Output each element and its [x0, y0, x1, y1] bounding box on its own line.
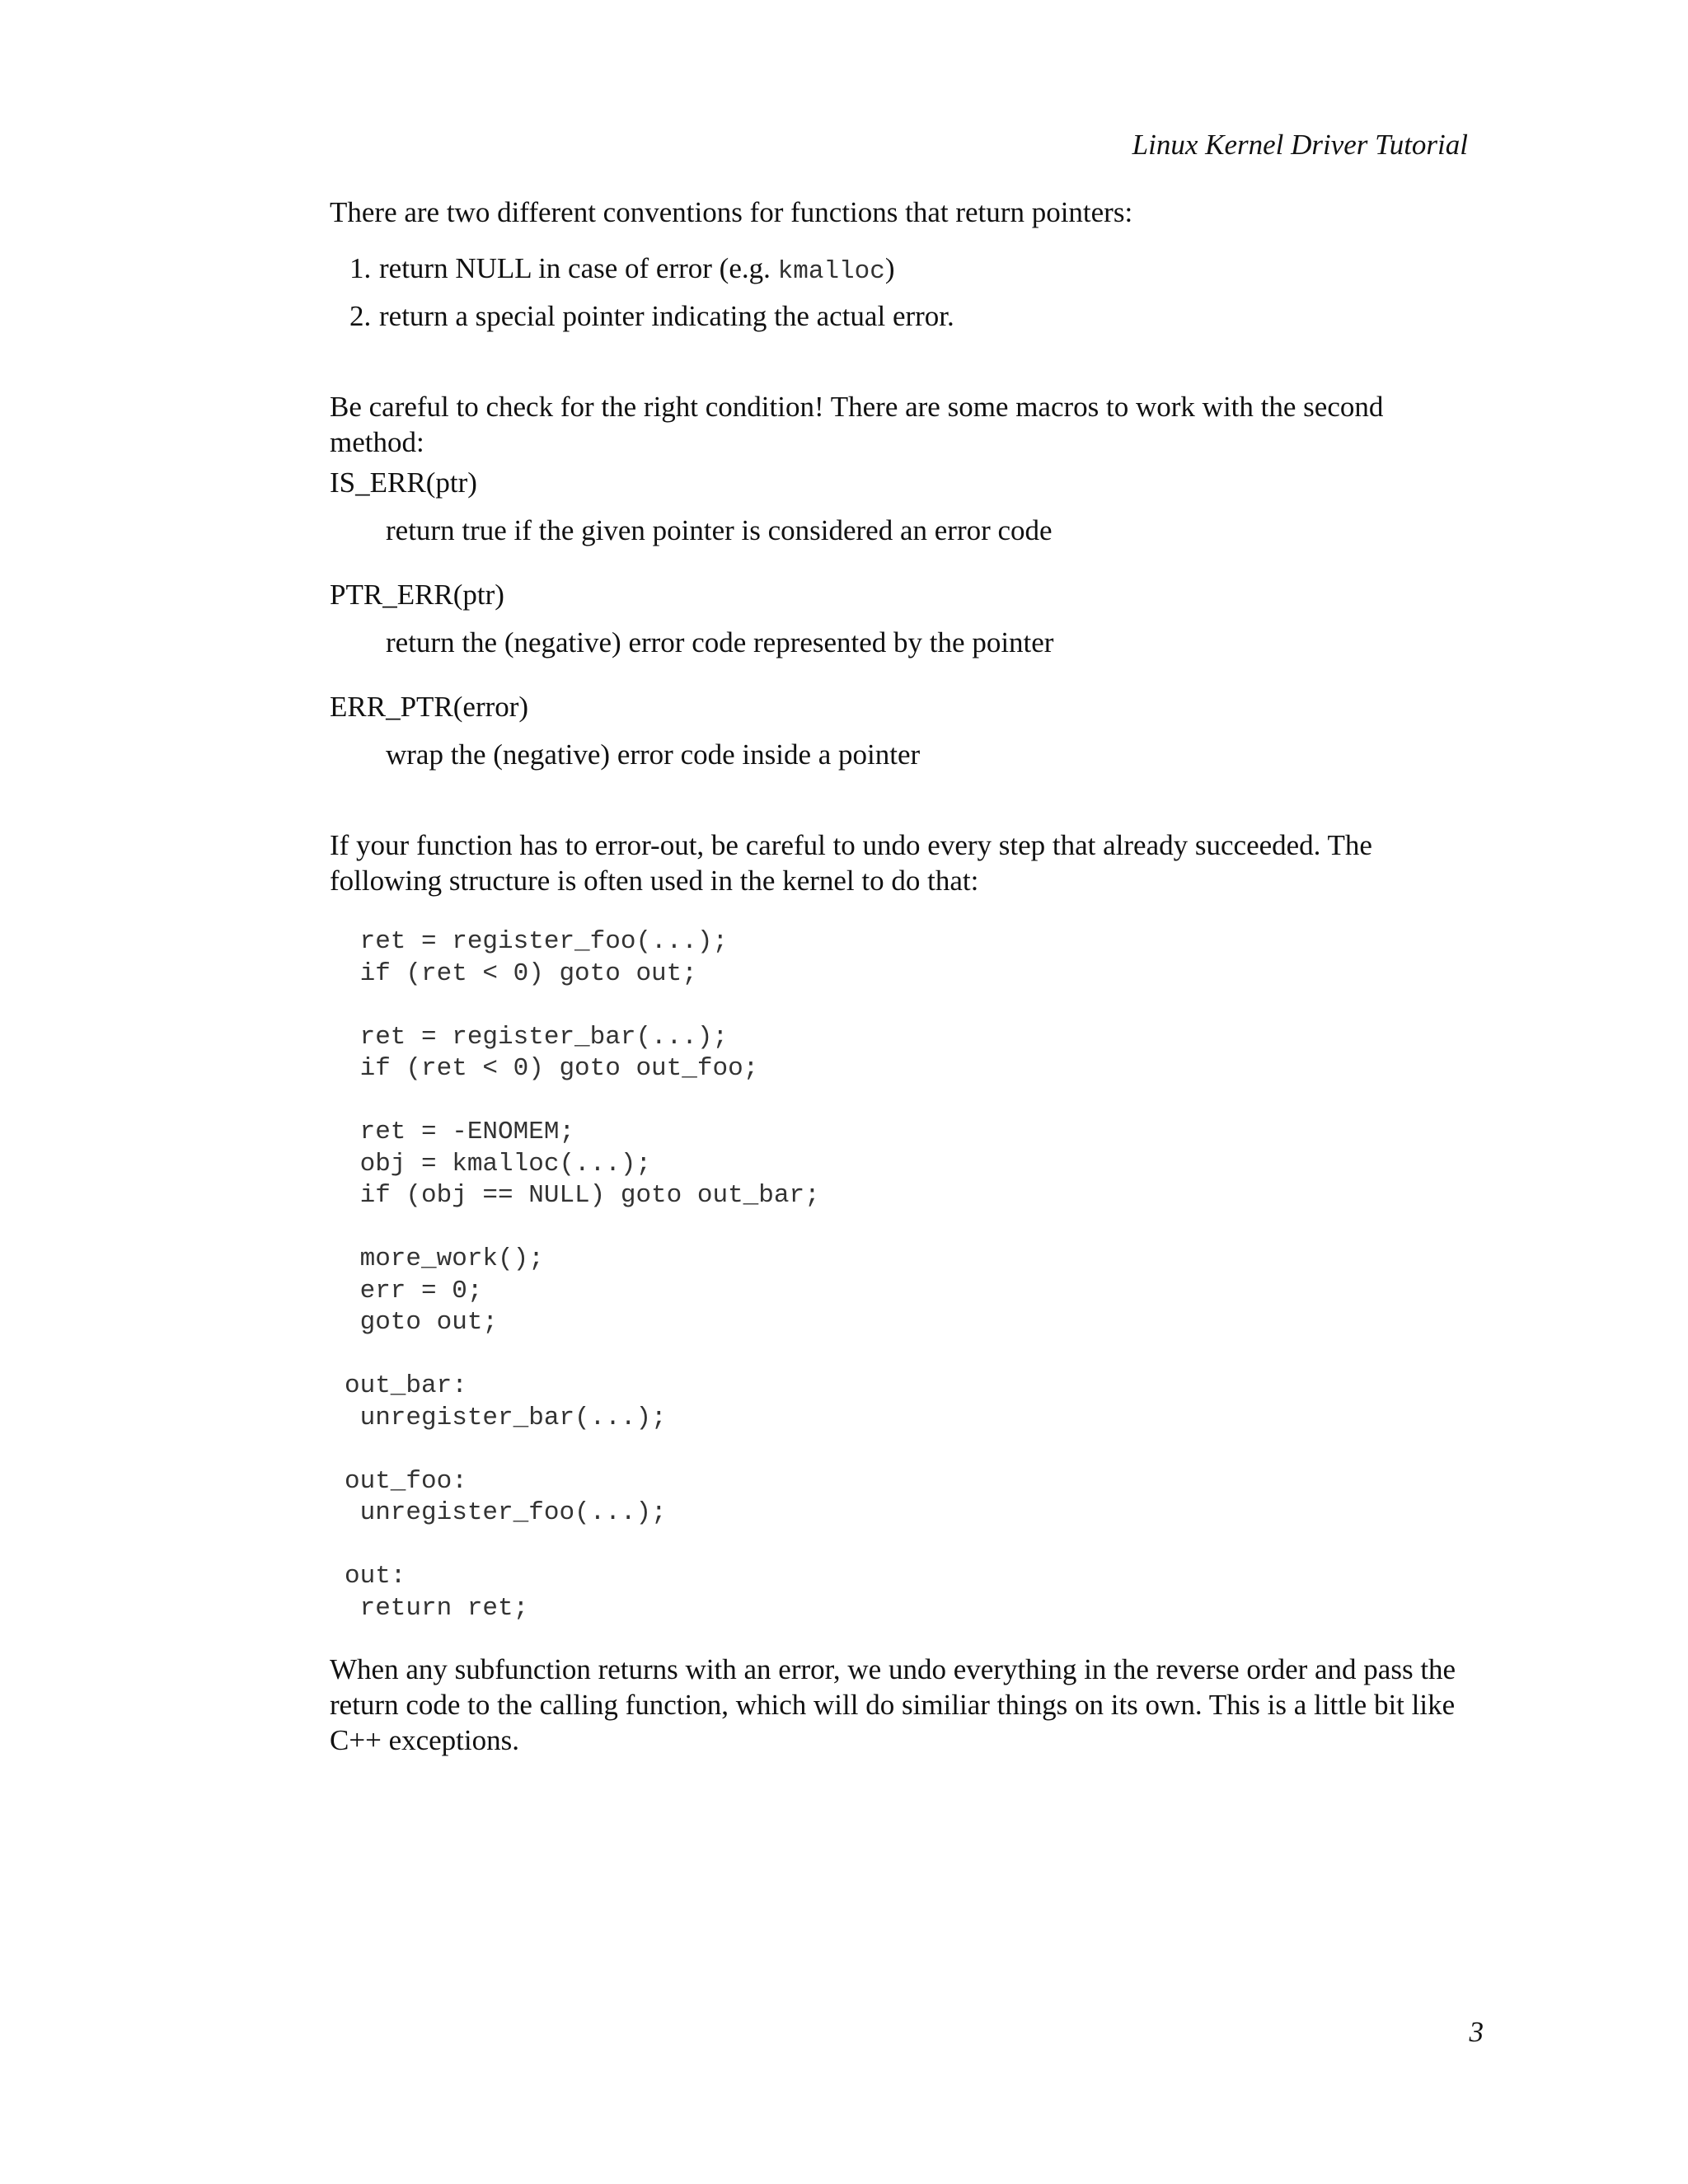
intro-paragraph: There are two different conventions for functions that return pointers: — [330, 196, 1133, 228]
macro-definition-err-ptr: wrap the (negative) error code inside a pointer — [386, 738, 921, 771]
macro-definition-is-err: return true if the given pointer is considered an error code — [386, 514, 1053, 546]
inline-code: kmalloc — [777, 257, 885, 286]
code-block: ret = register_foo(...); if (ret < 0) goto out; ret = register_bar(...); if (ret < 0) goto out_foo; ret = -ENOMEM; obj = kmalloc(...); if (obj == NULL) goto out_bar; more_work(); err = 0; goto out; out_bar: unregister_bar(...); out_foo: unregister_foo(...); out: return ret; — [345, 927, 820, 1623]
macro-term-is-err: IS_ERR(ptr) — [330, 466, 477, 499]
list-text-before: return NULL in case of error (e.g. — [379, 252, 778, 284]
error-out-paragraph: If your function has to error-out, be careful to undo every step that already succeeded. The following structure is often used in the kernel to do that: — [330, 829, 1372, 897]
running-header: Linux Kernel Driver Tutorial — [1132, 129, 1468, 161]
list-text-after: ) — [884, 252, 895, 284]
list-item — [349, 300, 954, 333]
page-number: 3 — [1469, 2016, 1484, 2048]
macro-definition-ptr-err: return the (negative) error code represented by the pointer — [386, 626, 1054, 658]
macro-term-ptr-err: PTR_ERR(ptr) — [330, 579, 504, 611]
list-number: 2. — [349, 300, 372, 332]
list-text: return a special pointer indicating the actual error. — [379, 300, 954, 332]
warning-paragraph: Be careful to check for the right condition! There are some macros to work with the second method: — [330, 391, 1384, 458]
list-number: 1. — [349, 252, 372, 284]
macro-term-err-ptr: ERR_PTR(error) — [330, 691, 529, 723]
list-item — [349, 252, 895, 288]
conclusion-paragraph: When any subfunction returns with an error, we undo everything in the reverse order and pass the return code to the calling function, which will do similiar things on its own. This is a little bit like C++ exceptions. — [330, 1653, 1456, 1756]
